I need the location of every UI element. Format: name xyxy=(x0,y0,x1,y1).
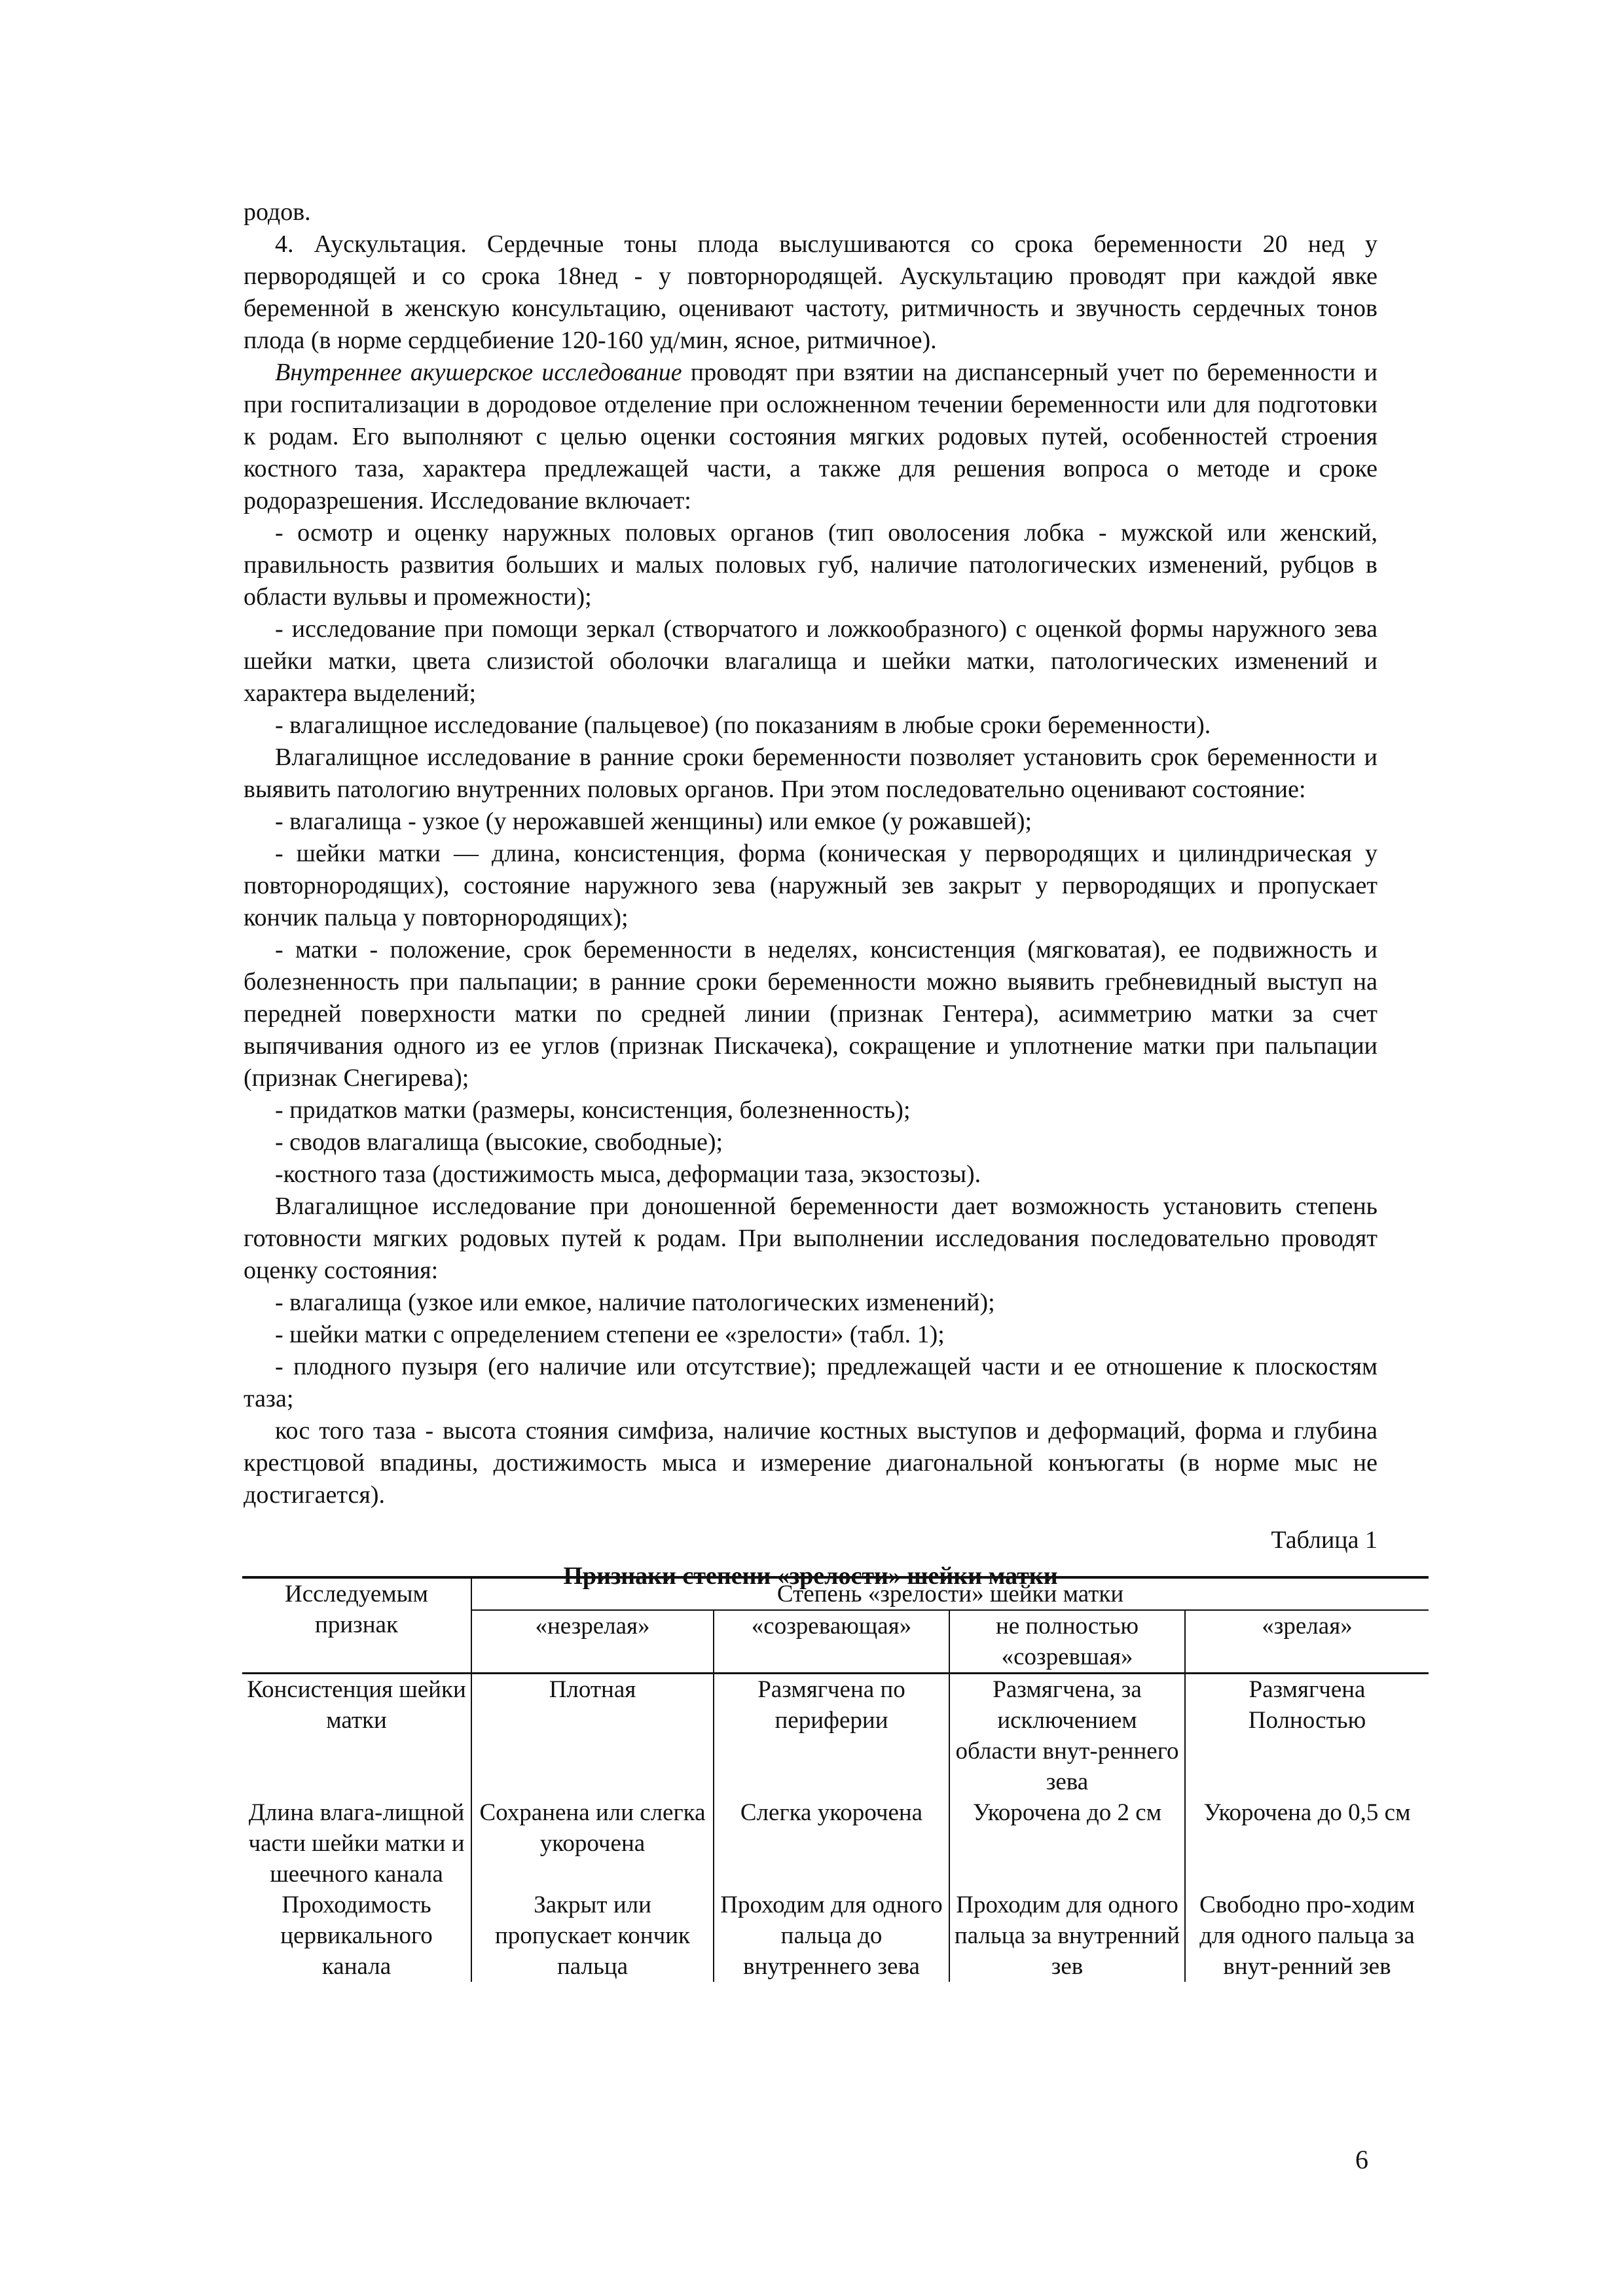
paragraph xyxy=(244,1158,1377,1191)
paragraph xyxy=(244,357,1377,517)
table-cell: Закрыт или пропускает кончик пальца xyxy=(471,1890,714,1982)
paragraph-text: - сводов влагалища (высокие, свободные); xyxy=(275,1128,723,1156)
paragraph xyxy=(244,1415,1377,1511)
paragraph xyxy=(244,1319,1377,1351)
paragraph-text: родов. xyxy=(244,198,311,226)
table-cell: Размягчена по периферии xyxy=(714,1674,949,1798)
table-cell: Размягчена Полностью xyxy=(1185,1674,1429,1798)
body-text xyxy=(244,196,1377,1511)
table-cell: Проходим для одного пальца до внутреннего зева xyxy=(714,1890,949,1982)
paragraph-text: - исследование при помощи зеркал (створчатого и ложкообразного) с оценкой формы наружного зева шейки матки, цвета слизистой оболочки влагалища и шейки матки, патологических изменений и характера выделений; xyxy=(244,615,1377,707)
paragraph xyxy=(244,1287,1377,1319)
paragraph-text: - шейки матки — длина, консистенция, форма (коническая у первородящих и цилиндрическая у повторнородящих), состояние наружного зева (наружный зев закрыт у первородящих и пропускает кончик пальца у повторнородящих); xyxy=(244,840,1377,931)
paragraph-text: - плодного пузыря (его наличие или отсутствие); предлежащей части и ее отношение к плоскостям таза; xyxy=(244,1353,1377,1412)
paragraph xyxy=(244,1351,1377,1415)
paragraph xyxy=(244,1191,1377,1287)
table-cell: Укорочена до 0,5 см xyxy=(1185,1797,1429,1890)
maturity-table xyxy=(242,1576,1429,1982)
column-header: «незрелая» xyxy=(471,1610,714,1674)
paragraph-text: - осмотр и оценку наружных половых органов (тип оволосения лобка - мужской или женский, правильность развития больших и малых половых губ, наличие патологических изменений, рубцов в области вульвы и промежности); xyxy=(244,519,1377,611)
row-label: Консистенция шейки матки xyxy=(247,1676,466,1734)
document-body xyxy=(244,196,1377,1592)
table-cell: Проходим для одного пальца за внутренний зев xyxy=(949,1890,1185,1982)
table-cell: Сохранена или слегка укорочена xyxy=(471,1797,714,1890)
paragraph-text: 4. Аускультация. Сердечные тоны плода выслушиваются со срока беременности 20 нед у первородящей и со срока 18нед - у повторнородящей. Аускультацию проводят при каждой явке беременной в женскую консультацию, оценивают частоту, ритмичность и звучность сердечных тонов плода (в норме сердцебиение 120-160 уд/мин, ясное, ритмичное). xyxy=(244,230,1377,354)
paragraph xyxy=(244,228,1377,357)
table-cell: Размягчена, за исключением области внут-реннего зева xyxy=(949,1674,1185,1798)
paragraph-text: - придатков матки (размеры, консистенция, болезненность); xyxy=(275,1096,911,1124)
table-row xyxy=(242,1797,1429,1890)
page-number: 6 xyxy=(1355,2145,1368,2174)
italic-term: Внутреннее акушерское исследование xyxy=(275,359,682,386)
table-corner-header: Исследуемым признак xyxy=(242,1577,471,1674)
paragraph-text: - влагалищное исследование (пальцевое) (по показаниям в любые сроки беременности). xyxy=(275,711,1211,739)
paragraph-text: Влагалищное исследование при доношенной беременности дает возможность установить степень готовности мягких родовых путей к родам. При выполнении исследования последовательно проводят оценку состояния: xyxy=(244,1193,1377,1284)
paragraph xyxy=(244,1126,1377,1158)
row-label: Длина влага-лищной части шейки матки и шеечного канала xyxy=(248,1799,465,1888)
paragraph xyxy=(244,1094,1377,1126)
paragraph-text: - матки - положение, срок беременности в неделях, консистенция (мягковатая), ее подвижность и болезненность при пальпации; в ранние сроки беременности можно выявить гребневидный выступ на передней поверхности матки по средней линии (признак Гентера), асимметрию матки за счет выпячивания одного из ее углов (признак Пискачека), сокращение и уплотнение матки при пальпации (признак Снегирева); xyxy=(244,936,1377,1092)
table-row xyxy=(242,1674,1429,1798)
paragraph xyxy=(244,517,1377,613)
paragraph-text: - влагалища (узкое или емкое, наличие патологических изменений); xyxy=(275,1289,995,1316)
paragraph xyxy=(244,806,1377,838)
paragraph-text: кос того таза - высота стояния симфиза, наличие костных выступов и деформаций, форма и глубина крестцовой впадины, достижимость мыса и измерение диагональной конъюгаты (в норме мыс не достигается). xyxy=(244,1417,1377,1509)
paragraph xyxy=(244,742,1377,806)
table-row xyxy=(242,1890,1429,1982)
table-cell: Укорочена до 2 см xyxy=(949,1797,1185,1890)
column-header: «зрелая» xyxy=(1185,1610,1429,1674)
table-label: Таблица 1 xyxy=(1271,1526,1377,1554)
paragraph xyxy=(244,934,1377,1094)
column-header: не полностью «созревшая» xyxy=(949,1610,1185,1674)
paragraph xyxy=(244,196,1377,228)
table-title: Признаки степени «зрелости» шейки матки xyxy=(563,1562,1058,1590)
paragraph-text: - влагалища - узкое (у нерожавшей женщины) или емкое (у рожавшей); xyxy=(275,808,1032,835)
paragraph-text: -костного таза (достижимость мыса, деформации таза, экзостозы). xyxy=(275,1160,981,1188)
paragraph-text: - шейки матки с определением степени ее «зрелости» (табл. 1); xyxy=(275,1321,945,1348)
paragraph xyxy=(244,613,1377,709)
column-header: «созревающая» xyxy=(714,1610,949,1674)
row-label: Проходимость цервикального канала xyxy=(280,1892,433,1980)
paragraph xyxy=(244,838,1377,934)
paragraph-text: Влагалищное исследование в ранние сроки беременности позволяет установить срок беременности и выявить патологию внутренних половых органов. При этом последовательно оценивают состояние: xyxy=(244,744,1377,803)
paragraph-text: проводят при взятии на диспансерный учет по беременности и при госпитализации в дородовое отделение при осложненном течении беременности или для подготовки к родам. Его выполняют с целью оценки состояния мягких родовых путей, особенностей строения костного таза, характера предлежащей части, а также для решения вопроса о методе и сроке родоразрешения. Исследование включает: xyxy=(244,359,1377,514)
table-cell: Плотная xyxy=(471,1674,714,1798)
table-cell: Свободно про-ходим для одного пальца за внут-ренний зев xyxy=(1185,1890,1429,1982)
paragraph xyxy=(244,709,1377,742)
table-cell: Слегка укорочена xyxy=(714,1797,949,1890)
table-group-header: Степень «зрелости» шейки матки xyxy=(471,1577,1429,1610)
